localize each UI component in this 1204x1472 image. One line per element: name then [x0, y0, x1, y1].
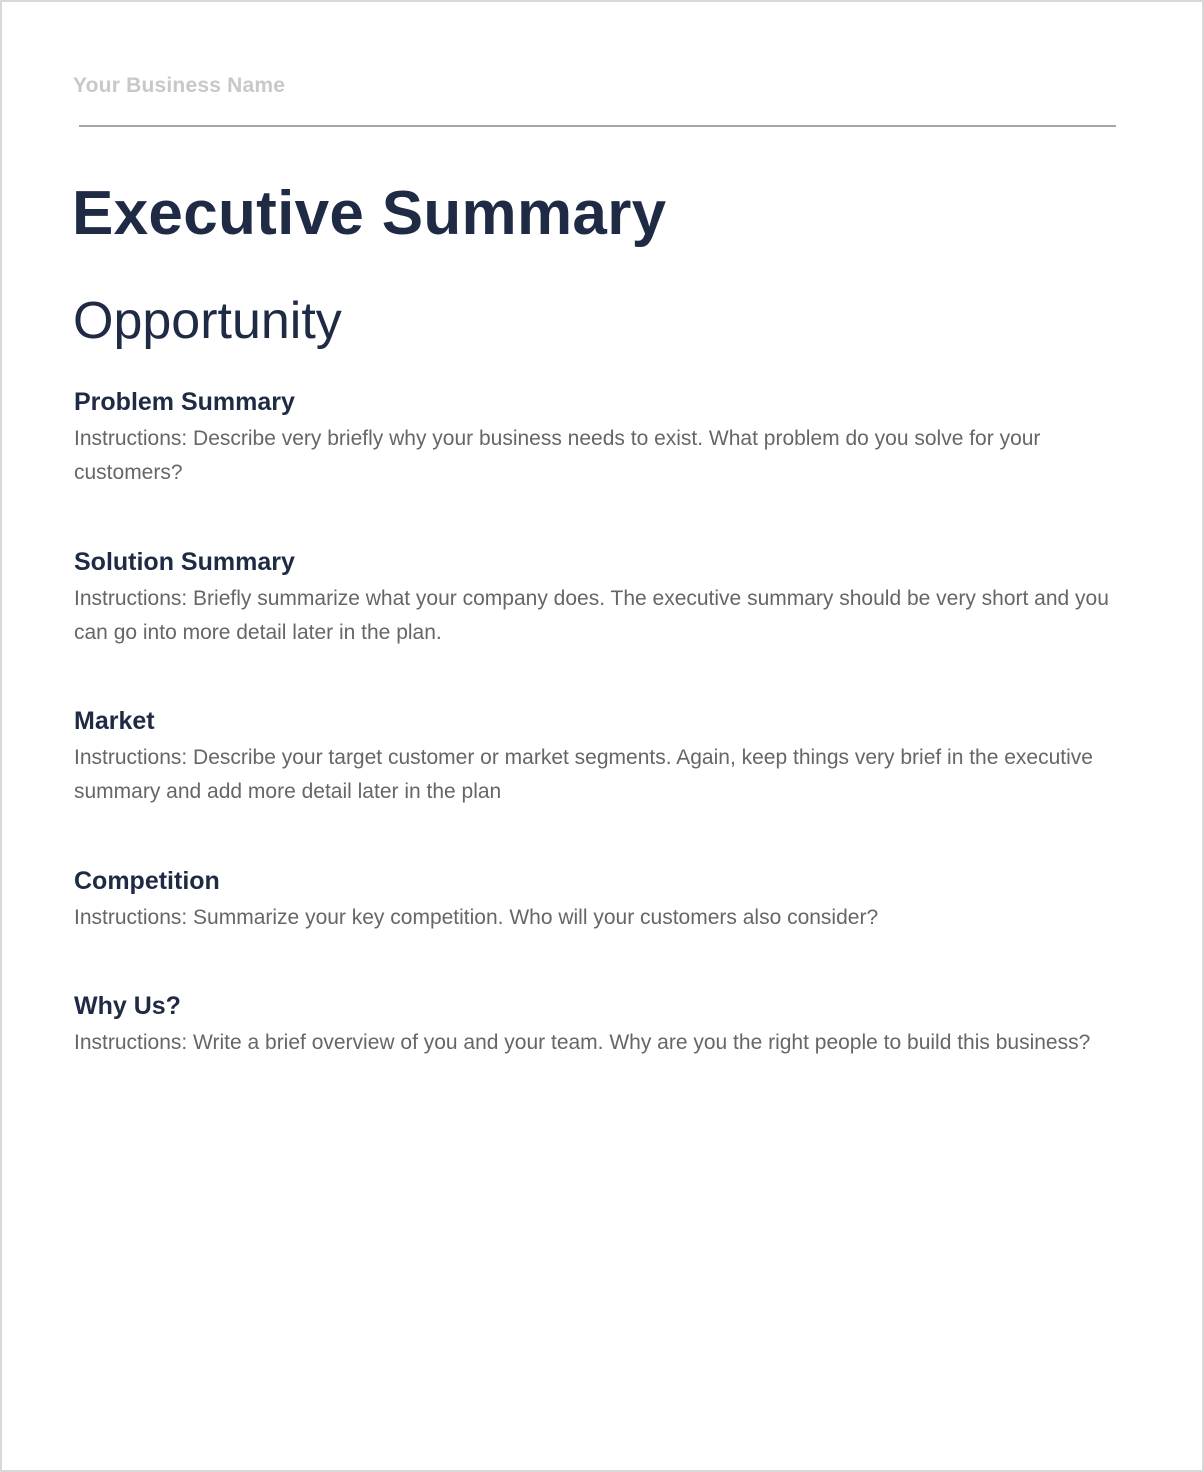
- competition-text: Instructions: Summarize your key competition. Who will your customers also consider?: [74, 906, 879, 930]
- solution-summary-text: Instructions: Briefly summarize what your company does. The executive summary should be very short and you can go into more detail later in the plan.: [74, 587, 1109, 645]
- why-us-block: [74, 991, 1124, 1060]
- document-title: Executive Summary: [72, 179, 667, 248]
- market-text: Instructions: Describe your target customer or market segments. Again, keep things very brief in the executive summary and add more detail later in the plan: [74, 746, 1093, 804]
- problem-summary-block: [74, 387, 1124, 490]
- problem-summary-heading: Problem Summary: [74, 388, 295, 416]
- competition-block: [74, 866, 1124, 935]
- header-divider: [79, 125, 1116, 127]
- why-us-heading: Why Us?: [74, 992, 181, 1020]
- problem-summary-text: Instructions: Describe very briefly why your business needs to exist. What problem do you solve for your customers?: [74, 427, 1041, 485]
- solution-summary-block: [74, 547, 1124, 650]
- solution-summary-heading: Solution Summary: [74, 548, 295, 576]
- market-heading: Market: [74, 707, 155, 735]
- market-block: [74, 706, 1124, 809]
- section-title: Opportunity: [73, 292, 342, 350]
- competition-heading: Competition: [74, 867, 220, 895]
- business-name: Your Business Name: [73, 74, 286, 97]
- why-us-text: Instructions: Write a brief overview of you and your team. Why are you the right people to build this business?: [74, 1031, 1091, 1055]
